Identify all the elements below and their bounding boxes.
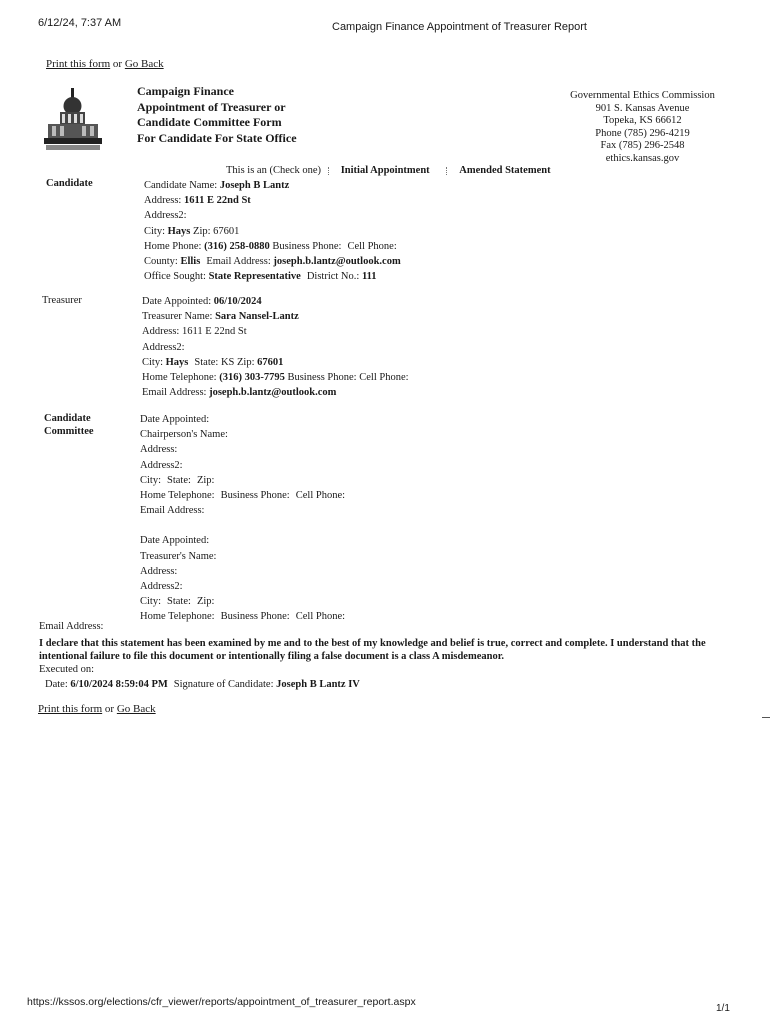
treasurer-address2-row: Address2: (142, 341, 185, 353)
candidate-address2-row: Address2: (144, 210, 187, 222)
candidate-office-row: Office Sought: State Representative District No.: 111 (144, 271, 377, 283)
agency-website: ethics.kansas.gov (605, 152, 680, 164)
candidate-city-value: Hays (167, 225, 191, 237)
treasurer-zip-value: 67601 (257, 356, 284, 368)
treasurer-address-value: 1611 E 22nd St (181, 326, 247, 338)
candidate-city-row: City: Hays Zip: 67601 (144, 225, 240, 237)
treasurer-date-value: 06/10/2024 (213, 296, 262, 307)
agency-city: Topeka, KS 66612 (603, 115, 682, 127)
candidate-county-row: County: Ellis Email Address: joseph.b.lantz@outlook.com (144, 256, 401, 268)
initial-appointment-checkbox[interactable] (328, 167, 335, 175)
edge-mark (762, 717, 770, 718)
treasurer-phone-row: Home Telephone: (316) 303-7795 Business Phone: Cell Phone: (142, 372, 409, 384)
treasurer-state-value: KS (220, 356, 235, 368)
print-page-title: Campaign Finance Appointment of Treasurer Report (332, 21, 587, 33)
candidate-home-phone-value: (316) 258-0880 (204, 240, 270, 252)
treasurer-name-row: Treasurer Name: Sara Nansel-Lantz (142, 311, 299, 323)
candidate-address-value: 1611 E 22nd St (183, 195, 251, 207)
committee-chair-row: Chairperson's Name: (140, 429, 228, 441)
committee-phone-b-row: Home Telephone: Business Phone: Cell Phone: (140, 611, 346, 623)
treasurer-section-label: Treasurer (42, 295, 82, 306)
go-back-link-bottom[interactable]: Go Back (116, 703, 156, 715)
candidate-county-value: Ellis (180, 256, 201, 268)
agency-fax: Fax (785) 296-2548 (600, 140, 685, 152)
committee-section (140, 412, 345, 625)
candidate-name-row: Candidate Name: Joseph B Lantz (144, 180, 290, 191)
candidate-email-value: joseph.b.lantz@outlook.com (273, 256, 401, 268)
treasurer-name-value: Sara Nansel-Lantz (215, 311, 299, 323)
declaration-text: I declare that this statement has been examined by me and to the best of my knowledge and belief is true, correct and complete. I understand that the intentional failure to file this document or intentionally filing a false document is a class A misdemeanor. (39, 638, 706, 662)
email-address-label: Email Address: (39, 621, 104, 632)
candidate-phone-row: Home Phone: (316) 258-0880 Business Phone: Cell Phone: (144, 240, 397, 252)
form-title-line-3: Candidate Committee Form (137, 115, 282, 129)
treasurer-city-value: Hays (165, 356, 189, 368)
agency-name: Governmental Ethics Commission (570, 90, 715, 101)
treasurer-address-row: Address: 1611 E 22nd St (142, 326, 247, 338)
print-form-link-bottom[interactable]: Print this form (38, 703, 103, 715)
committee-phone-row: Home Telephone: Business Phone: Cell Phone: (140, 490, 346, 502)
candidate-address-row: Address: 1611 E 22nd St (144, 195, 251, 207)
form-title-line-4: For Candidate For State Office (137, 130, 297, 145)
candidate-district-value: 111 (361, 271, 377, 283)
initial-appointment-label: Initial Appointment (340, 165, 430, 176)
amended-statement-checkbox[interactable] (446, 167, 453, 175)
signature-row: Date: 6/10/2024 8:59:04 PM Signature of Candidate: Joseph B Lantz IV (45, 679, 360, 690)
footer-url: https://kssos.org/elections/cfr_viewer/reports/appointment_of_treasurer_report.aspx (27, 996, 416, 1008)
form-title (137, 84, 297, 146)
agency-address-block (560, 90, 725, 166)
go-back-link[interactable]: Go Back (124, 58, 164, 70)
committee-address-row: Address: (140, 444, 178, 456)
candidate-zip-value: 67601 (213, 225, 240, 237)
top-nav (46, 58, 164, 70)
committee-address2-b-row: Address2: (140, 581, 183, 593)
print-form-link[interactable]: Print this form (46, 58, 111, 70)
treasurer-home-phone-value: (316) 303-7795 (219, 372, 285, 384)
committee-date-row: Date Appointed: (140, 414, 210, 425)
candidate-section-label: Candidate (46, 178, 93, 189)
committee-address-b-row: Address: (140, 565, 178, 577)
form-title-line-1: Campaign Finance (137, 84, 235, 98)
committee-section-label: Candidate Committee (44, 413, 94, 437)
agency-street: 901 S. Kansas Avenue (595, 102, 690, 114)
signature-value: Joseph B Lantz IV (276, 679, 360, 690)
treasurer-date-row: Date Appointed: 06/10/2024 (142, 296, 262, 307)
committee-address2-row: Address2: (140, 459, 183, 471)
footer-page-number: 1/1 (716, 1003, 730, 1014)
treasurer-email-row: Email Address: joseph.b.lantz@outlook.com (142, 387, 337, 399)
committee-email-row: Email Address: (140, 505, 205, 517)
bottom-nav: Print this form or Go Back (38, 703, 156, 715)
committee-city-b-row: City: State: Zip: (140, 596, 215, 608)
amended-statement-label: Amended Statement (459, 165, 551, 176)
executed-date-value: 6/10/2024 8:59:04 PM (70, 679, 168, 690)
candidate-section (144, 178, 401, 284)
committee-date2-row: Date Appointed: (140, 535, 210, 547)
candidate-name-value: Joseph B Lantz (219, 180, 290, 191)
statement-type-prefix: This is an (Check one) (226, 165, 322, 176)
committee-treasurer-row: Treasurer's Name: (140, 550, 217, 562)
treasurer-section (142, 294, 409, 400)
committee-city-row: City: State: Zip: (140, 474, 215, 486)
agency-phone: Phone (785) 296-4219 (595, 127, 690, 139)
treasurer-email-value: joseph.b.lantz@outlook.com (209, 387, 337, 399)
executed-on-label: Executed on: (39, 664, 95, 675)
form-title-line-2: Appointment of Treasurer or (137, 99, 286, 114)
kansas-capitol-seal-icon (44, 86, 104, 152)
statement-type-line (226, 165, 551, 176)
or-text: or (112, 58, 123, 70)
candidate-office-value: State Representative (208, 271, 301, 283)
print-datetime: 6/12/24, 7:37 AM (38, 17, 122, 29)
treasurer-city-row: City: Hays State: KS Zip: 67601 (142, 356, 284, 368)
